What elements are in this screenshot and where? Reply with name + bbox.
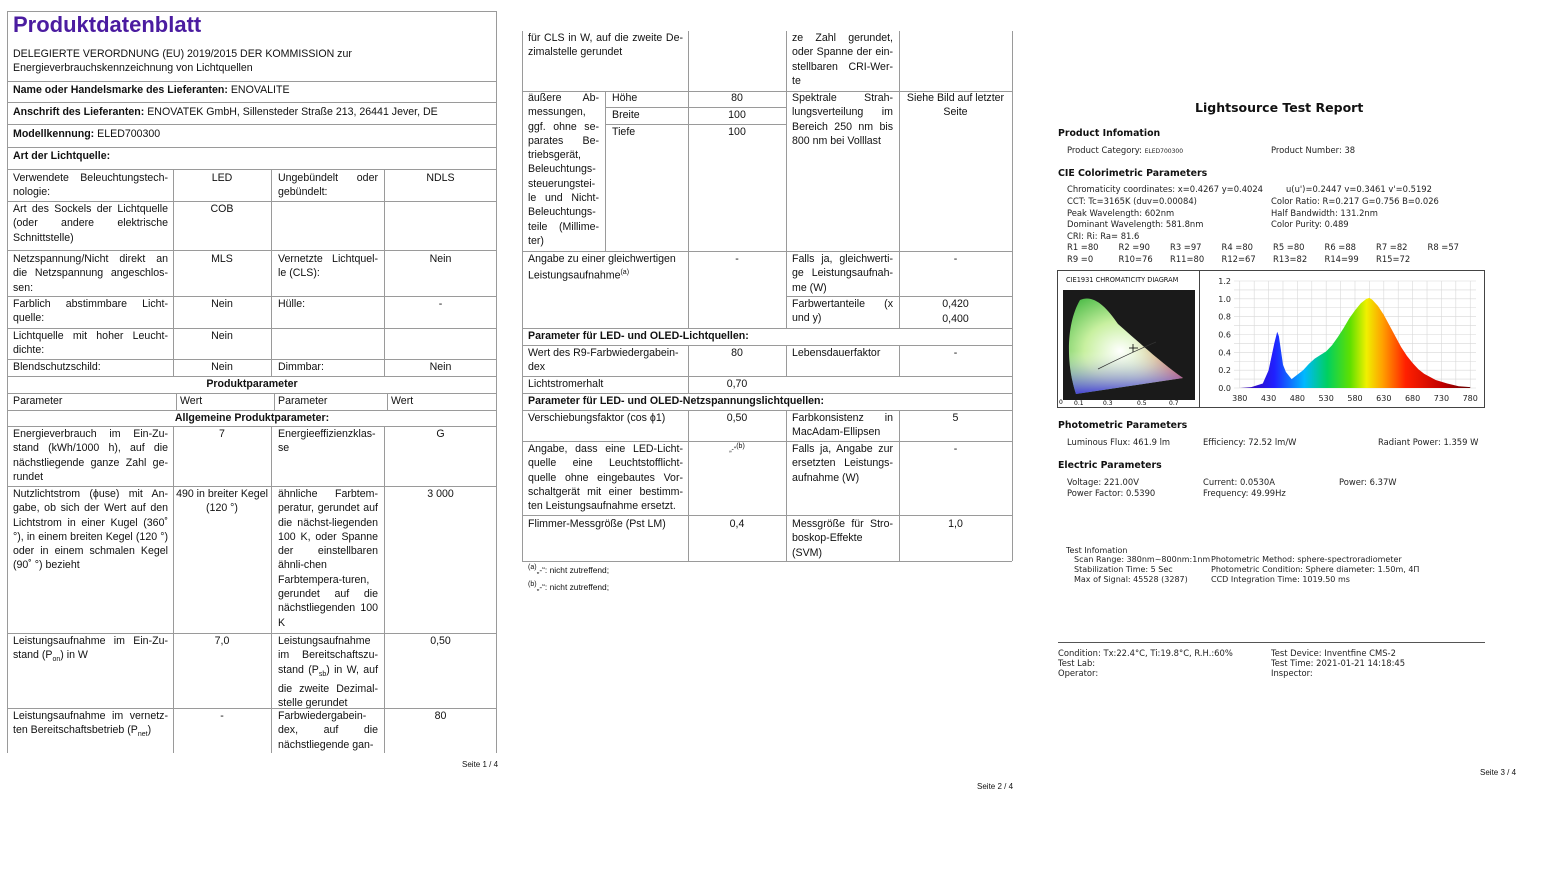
socket-value: COB	[210, 203, 234, 215]
model-row: Modellkennung: ELED700300	[13, 128, 161, 140]
page-title: Produktdatenblatt	[13, 12, 202, 37]
r-value: R14=99	[1324, 253, 1359, 264]
cie-x-tick-1: 0.1	[1074, 400, 1084, 407]
cri-value: 80	[434, 710, 447, 722]
energy-consumption-label: Energieverbrauch im Ein-Zu-stand (kWh/1000 h), auf die nächstliegende ganze Zahl ge-rundet	[13, 428, 168, 483]
product-info-header: Product Infomation	[1058, 128, 1161, 139]
spectrum-label: Spektrale Strah-lungsverteilung im Bereich 250 nm bis 800 nm bei Volllast	[792, 92, 893, 147]
height-label: Höhe	[612, 92, 638, 104]
chromaticity-y: 0,400	[942, 313, 969, 325]
cct-label: ähnliche Farbtem-peratur, gerundet auf die nächst-liegenden 100 K, oder Spanne der einstellbaren ähnli-chen Farbtempera-turen, gerundet auf die nächstliegenden 100 K	[278, 488, 378, 629]
tech-value: LED	[211, 172, 233, 184]
r-value: R7 =82	[1376, 242, 1408, 252]
cri-label: Farbwiedergabein-dex, auf die nächstliegende gan-	[278, 710, 378, 751]
chromaticity-x: 0,420	[942, 298, 969, 310]
current: Current: 0.0530A	[1203, 477, 1275, 487]
condition: Condition: Tx:22.4°C, Ti:19.8°C, R.H.:60%	[1058, 648, 1233, 658]
test-time: Test Time: 2021-01-21 14:18:45	[1271, 658, 1406, 668]
tech-label: Verwendete Beleuchtungstech-nologie:	[13, 172, 168, 199]
voltage: Voltage: 221.00V	[1067, 477, 1139, 487]
cri-text: CRI: Ri: Ra= 81.6	[1067, 231, 1140, 241]
r9-label: Wert des R9-Farbwiedergabein-dex	[528, 347, 679, 374]
width-label: Breite	[612, 109, 640, 121]
r-value: R15=72	[1376, 253, 1411, 264]
survival-factor-value: -	[953, 347, 958, 359]
mains-value: MLS	[211, 253, 233, 265]
electric-header: Electric Parameters	[1058, 460, 1162, 471]
spectrum-area	[1240, 298, 1470, 388]
replacement-power-value: -	[953, 443, 958, 455]
power: Power: 6.37W	[1339, 477, 1397, 487]
address-row: Anschrift des Lieferanten: ENOVATEK GmbH, Sillensteder Straße 213, 26441 Jever, DE	[13, 106, 438, 118]
operator: Operator:	[1058, 668, 1099, 678]
test-device: Test Device: Inventfine CMS-2	[1271, 648, 1396, 658]
general-params-header: Allgemeine Produktparameter:	[174, 412, 330, 424]
test-lab: Test Lab:	[1058, 658, 1096, 668]
displacement-factor-label: Verschiebungsfaktor (cos ϕ1)	[528, 412, 666, 424]
displacement-factor-value: 0,50	[726, 412, 748, 424]
dimmable-value: Nein	[429, 361, 452, 373]
cls-value: Nein	[429, 253, 452, 265]
x-tick-label: 730	[1433, 394, 1450, 403]
r-value: R1 =80	[1067, 242, 1099, 252]
cct-text: CCT: Tc=3165K (duv=0.00084)	[1067, 196, 1197, 206]
x-tick-label: 780	[1462, 394, 1478, 403]
height-value: 80	[731, 92, 743, 104]
cie-x-tick-0: 0	[1059, 399, 1063, 406]
efficiency-class-label: Energieeffizienzklas-se	[278, 428, 376, 455]
tunable-value: Nein	[211, 298, 233, 310]
y-tick-label: 0.6	[1218, 330, 1231, 340]
x-tick-label: 380	[1232, 394, 1248, 403]
replacement-label: Angabe, dass eine LED-Licht-quelle eine Leuchtstofflicht-quelle ohne eingebautes Vor-schaltgerät mit einer bestimm-ten Leistungsaufnahme ersetzt.	[528, 443, 683, 513]
equivalent-power-value: -	[735, 253, 739, 265]
cie-diagram	[1058, 284, 1198, 408]
r-value: R3 =97	[1170, 242, 1202, 252]
stabilization-time: Stabilization Time: 5 Sec	[1074, 565, 1173, 574]
source-type-label: Art der Lichtquelle:	[13, 150, 111, 162]
high-luminance-value: Nein	[211, 330, 233, 342]
col-param-1: Parameter	[13, 395, 63, 407]
depth-value: 100	[728, 126, 746, 138]
test-info-header: Test Infomation	[1066, 546, 1128, 555]
radiant-power: Radiant Power: 1.359 W	[1378, 437, 1479, 447]
cie-x-tick-2: 0.3	[1103, 400, 1113, 407]
cls-label: Vernetzte Lichtquel-le (CLS):	[278, 253, 378, 280]
scan-range: Scan Range: 380nm~800nm:1nm	[1074, 555, 1211, 564]
r-value: R11=80	[1170, 253, 1205, 264]
y-tick-label: 0.2	[1218, 366, 1231, 376]
x-tick-label: 530	[1318, 394, 1334, 403]
chromaticity-coords: Chromaticity coordinates: x=0.4267 y=0.4024	[1067, 184, 1264, 194]
r-value: R4 =80	[1221, 242, 1253, 252]
cct-value: 3 000	[427, 488, 454, 500]
socket-label: Art des Sockels der Lichtquelle (oder andere elektrische Schnittstelle)	[13, 203, 168, 244]
flicker-label: Flimmer-Messgröße (Pst LM)	[528, 518, 666, 530]
stroboscopic-value: 1,0	[948, 518, 963, 530]
page-number-3: Seite 3 / 4	[1480, 768, 1517, 777]
spectrum-chart	[1200, 271, 1484, 407]
photometric-header: Photometric Parameters	[1058, 420, 1188, 431]
cls-power-label-cont: für CLS in W, auf die zweite De-zimalstelle gerundet	[528, 32, 683, 59]
x-tick-label: 480	[1289, 394, 1306, 403]
product-category: Product Category: ELED700300	[1067, 145, 1184, 155]
r-value: R10=76	[1118, 253, 1153, 264]
x-tick-label: 680	[1404, 394, 1421, 403]
report-title: Lightsource Test Report	[1195, 100, 1364, 115]
ccd-time: CCD Integration Time: 1019.50 ms	[1211, 575, 1350, 584]
networked-standby-label: Leistungsaufnahme im vernetz-ten Bereitschaftsbetrieb $(P_{net})$	[13, 710, 168, 739]
useful-flux-label: Nutzlichtstrom (ϕuse) mit An-gabe, ob sich der Wert auf den Lichtstrom in einer Kugel (360˚ °), in einem breiten Kegel (120 °) oder in einem schmalen Kegel (90˚ °) bezieht	[13, 488, 168, 572]
networked-standby-value: -	[220, 710, 224, 722]
color-purity: Color Purity: 0.489	[1271, 219, 1349, 229]
high-luminance-label: Lichtquelle mit hoher Leucht-dichte:	[13, 330, 168, 357]
dimensions-label: äußere Ab-messungen, ggf. ohne se-parates Be-triebsgerät, Beleuchtungs-steuerungstei-le und Nicht-Beleuchtungs-teile (Millime-ter)	[528, 92, 599, 247]
product-params-header: Produktparameter	[206, 378, 298, 390]
photometric-method: Photometric Method: sphere-spectroradiometer	[1211, 555, 1402, 564]
envelope-value: -	[438, 298, 443, 310]
spectrum-value: Siehe Bild auf letzter Seite	[906, 92, 1005, 119]
y-tick-label: 1.0	[1218, 294, 1231, 304]
inspector: Inspector:	[1271, 668, 1313, 678]
photometric-condition: Photometric Condition: Sphere diameter: 1.50m, 4Π	[1211, 565, 1420, 574]
replacement-value: „-“$^{(b)}$	[729, 443, 745, 454]
y-tick-label: 1.2	[1218, 277, 1231, 286]
lumen-maintenance-label: Lichtstromerhalt	[528, 378, 604, 390]
max-signal: Max of Signal: 45528 (3287)	[1074, 575, 1188, 584]
depth-label: Tiefe	[612, 126, 636, 138]
cri-label-cont: ze Zahl gerundet, oder Spanne der ein-stellbaren CRI-Wer-te	[792, 32, 893, 87]
led-params-header: Parameter für LED- und OLED-Lichtquellen:	[528, 330, 749, 342]
power-factor: Power Factor: 0.5390	[1067, 488, 1156, 498]
glare-label: Blendschutzschild:	[13, 361, 101, 373]
r9-value: 80	[731, 347, 743, 359]
footnote-a: $^{(a)}$„-“: nicht zutreffend;	[528, 564, 610, 575]
page-number-1: Seite 1 / 4	[462, 760, 499, 769]
flicker-value: 0,4	[729, 518, 745, 530]
r-value: R5 =80	[1273, 242, 1305, 252]
half-bandwidth: Half Bandwidth: 131.2nm	[1271, 208, 1378, 218]
stroboscopic-label: Messgröße für Stro-boskop-Effekte (SVM)	[792, 518, 893, 559]
footnote-b: $^{(b)}$„-“: nicht zutreffend;	[528, 581, 610, 592]
width-value: 100	[728, 109, 746, 121]
glare-value: Nein	[211, 361, 233, 373]
standby-power-value: 0,50	[430, 635, 451, 647]
dominant-wavelength: Dominant Wavelength: 581.8nm	[1067, 219, 1204, 229]
equivalent-power-w-value: -	[953, 253, 958, 265]
peak-wavelength: Peak Wavelength: 602nm	[1067, 208, 1175, 218]
efficiency-class-value: G	[436, 428, 445, 440]
supplier-row: Name oder Handelsmarke des Lieferanten: ENOVALITE	[13, 84, 290, 96]
cie-x-tick-4: 0.7	[1169, 400, 1179, 407]
mains-label: Netzspannung/Nicht direkt an die Netzspannung angeschlos-sen:	[13, 253, 168, 294]
on-mode-power-value: 7,0	[214, 635, 230, 647]
frequency: Frequency: 49.99Hz	[1203, 488, 1286, 498]
r-value: R8 =57	[1427, 242, 1459, 252]
page-number-2: Seite 2 / 4	[977, 782, 1014, 791]
x-tick-label: 630	[1376, 394, 1392, 403]
product-number: Product Number: 38	[1271, 145, 1356, 155]
on-mode-power-label: Leistungsaufnahme im Ein-Zu-stand $(P_{on})$ in W	[13, 635, 168, 664]
lumen-maintenance-value: 0,70	[726, 378, 748, 390]
equivalent-power-label: Angabe zu einer gleichwertigen Leistungsaufnahme$^{(a)}$	[528, 253, 676, 282]
uv-coords: u(u')=0.2447 v=0.3461 v'=0.5192	[1286, 184, 1432, 194]
y-tick-label: 0.8	[1218, 312, 1231, 322]
cie-header: CIE Colorimetric Parameters	[1058, 168, 1208, 179]
r-value: R12=67	[1221, 253, 1256, 264]
x-tick-label: 430	[1260, 394, 1277, 403]
macadam-label: Farbkonsistenz in MacAdam-Ellipsen	[792, 412, 893, 439]
dimmable-label: Dimmbar:	[278, 361, 324, 373]
col-value-1: Wert	[180, 395, 203, 407]
envelope-label: Hülle:	[278, 298, 306, 310]
cie-diagram-title: CIE1931 CHROMATICITY DIAGRAM	[1066, 276, 1179, 284]
color-ratio: Color Ratio: R=0.217 G=0.756 B=0.026	[1271, 196, 1439, 206]
mains-params-header: Parameter für LED- und OLED-Netzspannungslichtquellen:	[528, 395, 825, 407]
y-tick-label: 0.4	[1218, 348, 1231, 358]
replacement-power-label: Falls ja, Angabe zur ersetzten Leistungs-aufnahme (W)	[792, 443, 893, 484]
efficiency: Efficiency: 72.52 lm/W	[1203, 437, 1297, 447]
col-value-2: Wert	[391, 395, 414, 407]
survival-factor-label: Lebensdauerfaktor	[792, 347, 881, 359]
r-value: R9 =0	[1067, 253, 1094, 264]
r-value: R13=82	[1273, 253, 1308, 264]
equivalent-power-w-label: Falls ja, gleichwerti-ge Leistungsaufnah-me (W)	[792, 253, 893, 294]
cie-x-tick-3: 0.5	[1137, 400, 1147, 407]
r-value: R2 =90	[1118, 242, 1150, 252]
r-value: R6 =88	[1324, 242, 1356, 252]
energy-consumption-value: 7	[219, 428, 225, 440]
directional-value: NDLS	[426, 172, 455, 184]
luminous-flux: Luminous Flux: 461.9 lm	[1067, 437, 1171, 447]
x-tick-label: 580	[1347, 394, 1363, 403]
tunable-label: Farblich abstimmbare Licht-quelle:	[13, 298, 168, 325]
chromaticity-label: Farbwertanteile (x und y)	[792, 298, 893, 325]
directional-label: Ungebündelt oder gebündelt:	[278, 172, 378, 199]
col-param-2: Parameter	[278, 395, 328, 407]
macadam-value: 5	[952, 412, 959, 424]
standby-power-label: Leistungsaufnahme im Bereitschaftszu-stand $(P_{sb})$ in W, auf die zweite Dezimal-stelle gerundet	[278, 635, 379, 710]
regulation-text: DELEGIERTE VERORDNUNG (EU) 2019/2015 DER KOMMISSION zur Energieverbrauchskennzeichnung von Lichtquellen	[13, 48, 352, 75]
useful-flux-value: 490 in breiter Kegel (120 °)	[176, 488, 268, 515]
y-tick-label: 0.0	[1218, 384, 1231, 393]
